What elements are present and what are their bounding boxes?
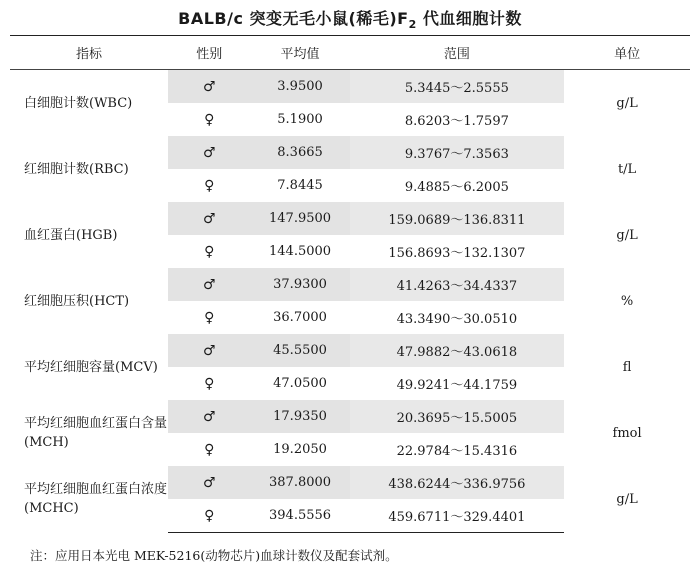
blood-count-table — [10, 35, 690, 533]
unit-cell: g/L — [616, 491, 638, 507]
male-range-cell: 5.3445～2.5555 — [350, 70, 565, 104]
indicator-cell: 平均红细胞容量(MCV) — [24, 359, 158, 375]
male-mean-cell: 45.5500 — [250, 334, 349, 367]
male-mean-cell: 147.9500 — [250, 202, 349, 235]
table-row-male — [10, 268, 690, 301]
male-sex-icon: ♂ — [168, 202, 250, 235]
male-range-cell: 47.9882～43.0618 — [350, 334, 565, 367]
footnote: 注：应用日本光电 MEK-5216(动物芯片)血球计数仪及配套试剂。 — [30, 548, 398, 563]
female-range-cell: 43.3490～30.0510 — [396, 312, 518, 327]
female-range-cell: 156.8693～132.1307 — [388, 246, 526, 261]
female-sex-icon: ♀ — [204, 309, 215, 326]
male-mean-cell: 8.3665 — [250, 136, 349, 169]
indicator-cell: 血红蛋白(HGB) — [24, 227, 118, 243]
table-row-male — [10, 136, 690, 169]
indicator-cell: 平均红细胞血红蛋白浓度(MCHC) — [24, 482, 168, 517]
female-range-cell: 9.4885～6.2005 — [404, 180, 509, 195]
header-unit: 单位 — [564, 36, 690, 70]
unit-cell: g/L — [616, 95, 638, 111]
unit-cell: t/L — [617, 161, 637, 177]
male-mean-cell: 17.9350 — [250, 400, 349, 433]
unit-cell: % — [620, 293, 634, 309]
male-mean-cell: 387.8000 — [250, 466, 349, 499]
male-range-cell: 41.4263～34.4337 — [350, 268, 565, 301]
female-sex-icon: ♀ — [204, 441, 215, 458]
male-sex-icon: ♂ — [168, 70, 250, 104]
male-sex-icon: ♂ — [168, 466, 250, 499]
indicator-cell: 平均红细胞血红蛋白含量(MCH) — [24, 416, 168, 450]
table-title: BALB/c 突变无毛小鼠(稀毛)$F_2$ 代血细胞计数 — [178, 9, 522, 32]
female-mean-cell: 36.7000 — [273, 310, 327, 325]
table-row-male — [10, 70, 690, 104]
female-sex-icon: ♀ — [168, 499, 250, 533]
female-range-cell: 459.6711～329.4401 — [350, 499, 565, 533]
header-sex: 性别 — [168, 36, 250, 70]
table-row-male — [10, 202, 690, 235]
female-mean-cell: 394.5556 — [250, 499, 349, 533]
female-range-cell: 22.9784～15.4316 — [396, 444, 518, 459]
header-range: 范围 — [350, 36, 565, 70]
female-mean-cell: 5.1900 — [277, 112, 323, 127]
male-sex-icon: ♂ — [168, 136, 250, 169]
male-mean-cell: 3.9500 — [250, 70, 349, 104]
female-sex-icon: ♀ — [204, 375, 215, 392]
female-sex-icon: ♀ — [204, 111, 215, 128]
female-mean-cell: 19.2050 — [273, 442, 327, 457]
header-indicator: 指标 — [10, 36, 168, 70]
table-header-row — [10, 36, 690, 70]
female-range-cell: 49.9241～44.1759 — [396, 378, 518, 393]
female-range-cell: 8.6203～1.7597 — [404, 114, 509, 129]
male-sex-icon: ♂ — [168, 334, 250, 367]
male-sex-icon: ♂ — [168, 400, 250, 433]
table-row-male — [10, 466, 690, 499]
indicator-cell: 白细胞计数(WBC) — [24, 95, 133, 111]
unit-cell: fmol — [612, 425, 642, 441]
table-row-male — [10, 400, 690, 433]
female-sex-icon: ♀ — [204, 177, 215, 194]
indicator-cell: 红细胞压积(HCT) — [24, 293, 130, 309]
unit-cell: fl — [622, 359, 632, 375]
male-range-cell: 9.3767～7.3563 — [350, 136, 565, 169]
unit-cell: g/L — [616, 227, 638, 243]
female-mean-cell: 7.8445 — [277, 178, 323, 193]
female-mean-cell: 144.5000 — [269, 244, 332, 259]
header-mean: 平均值 — [250, 36, 349, 70]
male-mean-cell: 37.9300 — [250, 268, 349, 301]
male-range-cell: 20.3695～15.5005 — [350, 400, 565, 433]
male-range-cell: 438.6244～336.9756 — [350, 466, 565, 499]
table-row-male — [10, 334, 690, 367]
male-sex-icon: ♂ — [168, 268, 250, 301]
indicator-cell: 红细胞计数(RBC) — [24, 161, 129, 177]
female-sex-icon: ♀ — [204, 243, 215, 260]
female-mean-cell: 47.0500 — [273, 376, 327, 391]
male-range-cell: 159.0689～136.8311 — [350, 202, 565, 235]
